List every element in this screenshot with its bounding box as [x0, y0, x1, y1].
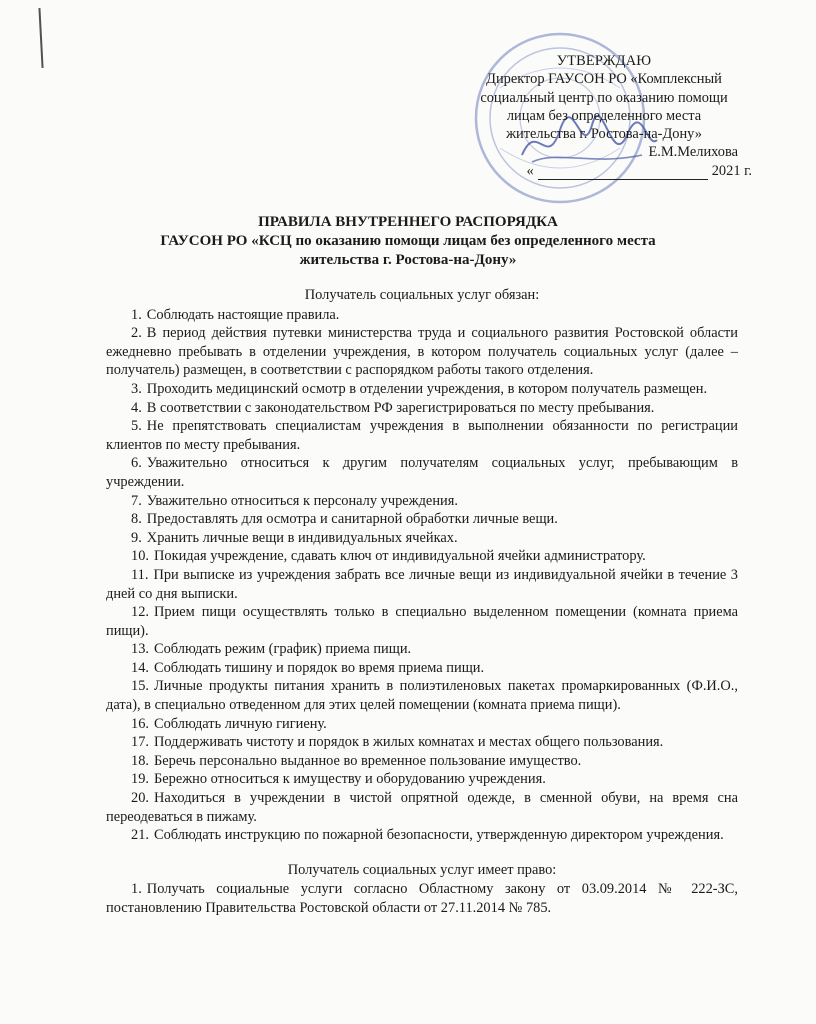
rule-item [106, 770, 738, 789]
rule-text: Получать социальные услуги согласно Областному закону от 03.09.2014 № 222-ЗС, постановлению Правительства Ростовской области от 27.11.2014 № 785. [106, 881, 738, 916]
rule-text: Хранить личные вещи в индивидуальных ячейках. [146, 529, 458, 546]
rule-number: 21. [131, 827, 149, 844]
rule-item [106, 880, 738, 917]
rule-text: Не препятствовать специалистам учреждения в выполнении обязанности по регистрации клиентов по месту пребывания. [106, 418, 738, 453]
rule-text: Уважительно относиться к другим получателям социальных услуг, пребывающим в учреждении. [106, 455, 738, 490]
date-year: 2021 г. [711, 162, 752, 179]
rule-text: Личные продукты питания хранить в полиэтиленовых пакетах промаркированных (Ф.И.О., дата), в специально отведенном для этих целей помещении (комната приема пищи). [106, 678, 738, 714]
rule-number: 4. [131, 399, 142, 416]
rule-text: Предоставлять для осмотра и санитарной обработки личные вещи. [146, 511, 558, 528]
rule-item [106, 733, 738, 752]
rule-text: Соблюдать тишину и порядок во время приема пищи. [154, 659, 485, 676]
rule-number: 12. [131, 604, 149, 621]
rule-item [106, 454, 738, 491]
rule-item [106, 306, 738, 325]
rule-text: При выписке из учреждения забрать все личные вещи из индивидуальной ячейки в течение 3 дней со дня выписки. [106, 566, 738, 602]
rule-text: Бережно относиться к имуществу и оборудованию учреждения. [154, 771, 546, 788]
rule-text: Находиться в учреждении в чистой опрятной одежде, в сменной обуви, на время сна переодеваться в пижаму. [106, 790, 738, 825]
approval-line: лицам без определенного места [506, 107, 702, 124]
obligations-list [106, 306, 738, 845]
rule-item [106, 752, 738, 771]
document-body [106, 286, 738, 918]
rule-item [106, 324, 738, 380]
rule-text: Поддерживать чистоту и порядок в жилых комнатах и местах общего пользования. [154, 734, 664, 751]
rule-number: 17. [131, 734, 149, 751]
rule-item [106, 789, 738, 826]
rule-number: 16. [131, 715, 149, 732]
rule-item [106, 640, 738, 659]
document-title [100, 213, 716, 270]
rule-item [106, 529, 738, 548]
rule-item [106, 547, 738, 566]
rule-number: 3. [131, 380, 142, 397]
approval-line: Директор ГАУСОН РО «Комплексный [486, 71, 722, 88]
rule-number: 10. [131, 548, 149, 565]
approval-block [456, 52, 752, 180]
rule-number: 14. [131, 659, 149, 676]
rule-number: 1. [131, 881, 142, 898]
rule-number: 15. [131, 678, 149, 695]
rule-item [106, 603, 738, 640]
approval-title: УТВЕРЖДАЮ [556, 53, 652, 69]
title-line: ПРАВИЛА ВНУТРЕННЕГО РАСПОРЯДКА [258, 214, 558, 230]
rule-text: Беречь персонально выданное во временное пользование имущество. [154, 752, 582, 769]
rule-item [106, 510, 738, 529]
rule-text: В соответствии с законодательством РФ зарегистрироваться по месту пребывания. [146, 399, 655, 416]
rule-item [106, 399, 738, 418]
title-line: ГАУСОН РО «КСЦ по оказанию помощи лицам без определенного места [160, 233, 656, 249]
rule-text: В период действия путевки министерства труда и социального развития Ростовской области ежедневно пребывать в отделении учреждения, в котором получатель социальных услуг (далее – получатель) размещен, в соответствии с распорядком работы такого отделения. [106, 325, 738, 379]
rule-number: 19. [131, 771, 149, 788]
rule-text: Соблюдать личную гигиену. [154, 715, 327, 732]
title-line: жительства г. Ростова-на-Дону» [299, 252, 517, 268]
rule-text: Прием пищи осуществлять только в специально выделенном помещении (комната приема пищи). [106, 604, 738, 639]
approval-line: социальный центр по оказанию помощи [480, 89, 728, 106]
rule-text: Соблюдать настоящие правила. [146, 306, 340, 323]
scan-artifact-line [38, 8, 43, 68]
rule-item [106, 715, 738, 734]
rule-number: 20. [131, 790, 149, 807]
date-blank [538, 165, 708, 180]
rule-number: 5. [131, 418, 142, 435]
rule-text: Покидая учреждение, сдавать ключ от индивидуальной ячейки администратору. [154, 548, 646, 565]
section-heading-obligations: Получатель социальных услуг обязан: [304, 287, 540, 303]
director-name: Е.М.Мелихова [648, 144, 738, 161]
rule-number: 1. [131, 306, 142, 323]
rule-item [106, 566, 738, 603]
rule-text: Проходить медицинский осмотр в отделении учреждения, в котором получатель размещен. [146, 380, 708, 397]
rule-text: Уважительно относиться к персоналу учреждения. [146, 492, 458, 509]
rule-number: 9. [131, 529, 142, 546]
rule-item [106, 677, 738, 714]
approval-line: жительства г. Ростова-на-Дону» [506, 126, 702, 143]
rule-item [106, 659, 738, 678]
date-prefix: « [526, 162, 534, 179]
rule-item [106, 380, 738, 399]
rule-number: 2. [131, 325, 142, 342]
rights-list [106, 880, 738, 917]
rule-number: 13. [131, 641, 149, 658]
rule-text: Соблюдать инструкцию по пожарной безопасности, утвержденную директором учреждения. [154, 827, 724, 844]
rule-text: Соблюдать режим (график) приема пищи. [154, 641, 412, 658]
rule-number: 11. [131, 566, 149, 583]
rule-item [106, 417, 738, 454]
rule-number: 6. [131, 455, 142, 472]
rule-number: 18. [131, 752, 149, 769]
rule-number: 8. [131, 511, 142, 528]
approval-date [456, 162, 752, 180]
section-heading-rights: Получатель социальных услуг имеет право: [287, 861, 557, 878]
rule-item [106, 826, 738, 845]
rule-number: 7. [131, 492, 142, 509]
rule-item [106, 492, 738, 511]
